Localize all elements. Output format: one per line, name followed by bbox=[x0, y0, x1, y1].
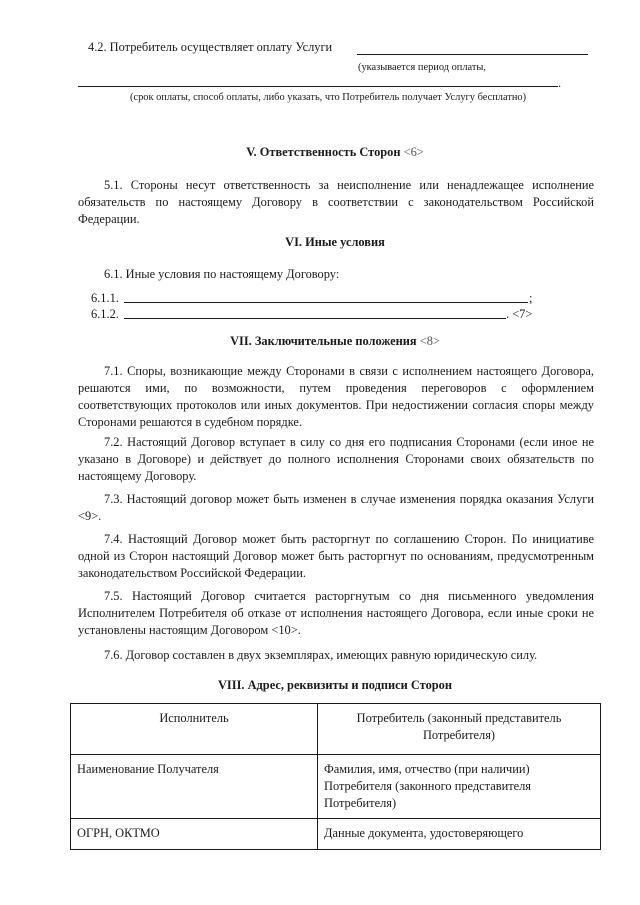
section-7-title-text: VII. Заключительные положения bbox=[230, 334, 417, 348]
item-6-1-2-end: . <7> bbox=[506, 307, 533, 321]
payment-hint-details: (срок оплаты, способ оплаты, либо указать, что Потребитель получает Услугу бесплатно) bbox=[130, 92, 527, 103]
clause-7-4: 7.4. Настоящий Договор может быть расторгнут по соглашению Сторон. По инициативе одной из Сторон настоящий Договор может быть расторгнут по основаниям, предусмотренным законодательством Российской Федерации. bbox=[78, 532, 594, 580]
header-consumer: Потребитель (законный представитель Потребителя) bbox=[318, 704, 601, 755]
payment-details-line[interactable] bbox=[78, 86, 558, 87]
payment-line-dot: . bbox=[558, 76, 562, 90]
item-6-1-1-label: 6.1.1. bbox=[91, 291, 119, 305]
table-row bbox=[71, 755, 601, 819]
section-7-title bbox=[70, 333, 600, 350]
section-5-title-text: V. Ответственность Сторон bbox=[246, 145, 401, 159]
clause-7-2: 7.2. Настоящий Договор вступает в силу со дня его подписания Сторонами (если иное не указано в Договоре) и действует до полного исполнения Сторонами своих обязательств по настоящему Договору. bbox=[78, 435, 594, 483]
cell-identity-document[interactable]: Данные документа, удостоверяющего bbox=[318, 819, 601, 850]
clause-7-5: 7.5. Настоящий Договор считается расторгнутым со дня письменного уведомления Исполнителем Потребителя об отказе от исполнения настоящего Договора, если иные сроки не установлены настоящим Договором <10>. bbox=[78, 589, 594, 637]
section-8-title: VIII. Адрес, реквизиты и подписи Сторон bbox=[217, 678, 453, 692]
payment-blank-line[interactable] bbox=[357, 54, 588, 55]
clause-6-1: 6.1. Иные условия по настоящему Договору: bbox=[104, 267, 340, 281]
header-executor: Исполнитель bbox=[71, 704, 318, 755]
cell-recipient-name[interactable]: Наименование Получателя bbox=[71, 755, 318, 819]
clause-7-6: 7.6. Договор составлен в двух экземплярах, имеющих равную юридическую силу. bbox=[104, 648, 538, 662]
section-6-title: VI. Иные условия bbox=[285, 235, 385, 249]
item-6-1-1-end: ; bbox=[529, 291, 533, 305]
section-5-footnote-ref[interactable]: <6> bbox=[403, 145, 424, 159]
item-6-1-2-label: 6.1.2. bbox=[91, 307, 119, 321]
cell-consumer-name[interactable]: Фамилия, имя, отчество (при наличии) Потребителя (законного представителя Потребителя) bbox=[318, 755, 601, 819]
table-header-row bbox=[71, 704, 601, 755]
table-row bbox=[71, 819, 601, 850]
clause-7-3: 7.3. Настоящий договор может быть изменен в случае изменения порядка оказания Услуги <9>. bbox=[78, 492, 594, 523]
section-7-footnote-ref[interactable]: <8> bbox=[419, 334, 440, 348]
payment-clause: 4.2. Потребитель осуществляет оплату Услуги bbox=[88, 40, 333, 54]
item-6-1-2-blank-line[interactable] bbox=[124, 318, 506, 319]
clause-7-1: 7.1. Споры, возникающие между Сторонами в связи с исполнением настоящего Договора, решаются ими, по возможности, путем проведения переговоров с оформлением соответствующих протоколов или иных документов. При недостижении согласия споры между Сторонами решаются в судебном порядке. bbox=[78, 364, 594, 429]
section-5-title bbox=[70, 144, 600, 161]
item-6-1-1-blank-line[interactable] bbox=[124, 302, 528, 303]
cell-ogrn-oktmo[interactable]: ОГРН, ОКТМО bbox=[71, 819, 318, 850]
payment-hint-period: (указывается период оплаты, bbox=[358, 62, 487, 73]
requisites-table bbox=[70, 703, 601, 850]
clause-5-1: 5.1. Стороны несут ответственность за неисполнение или ненадлежащее исполнение обязательств по настоящему Договору в соответствии с законодательством Российской Федерации. bbox=[78, 178, 594, 226]
